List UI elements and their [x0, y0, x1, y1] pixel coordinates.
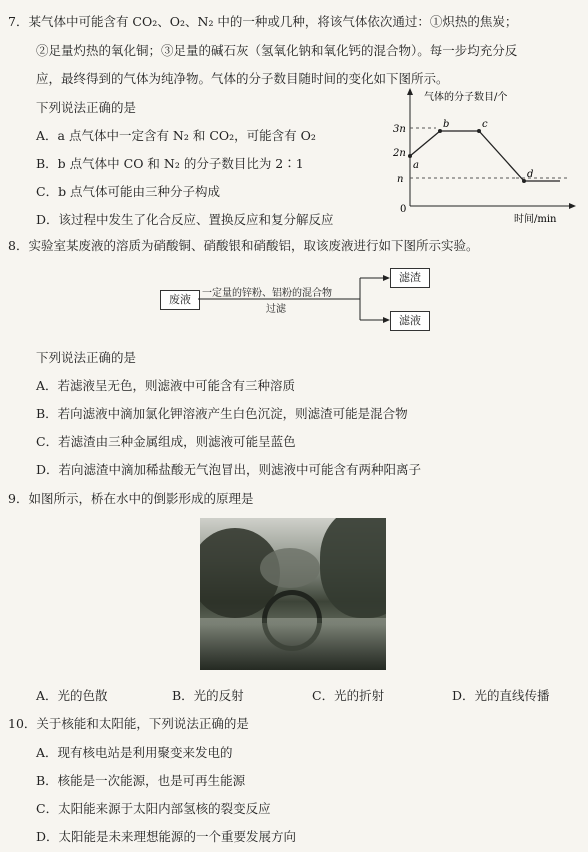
q10-option-c: C．太阳能来源于太阳内部氢核的裂变反应 [36, 801, 271, 816]
ytick-3n: 3n [393, 124, 406, 135]
q7-stem-line-1: 7．某气体中可能含有 CO₂、O₂、N₂ 中的一种或几种，将该气体依次通过：①炽热的焦炭； [8, 14, 518, 29]
arrow-right-icon [383, 317, 390, 323]
point-d [522, 179, 526, 183]
q7-stem-line-2: ②足量灼热的氧化铜；③足量的碱石灰（氢氧化钠和氧化钙的混合物）。每一步均充分反 [36, 43, 518, 58]
point-label-a: a [413, 160, 419, 171]
q8-option-d: D．若向滤渣中滴加稀盐酸无气泡冒出，则滤液中可能含有两种阳离子 [36, 462, 422, 477]
point-b [438, 129, 442, 133]
flow-residue-box: 滤渣 [390, 268, 430, 288]
flow-reagent-label: 一定量的锌粉、铝粉的混合物 [202, 288, 332, 299]
q7-option-c: C．b 点气体可能由三种分子构成 [36, 184, 221, 199]
q7-stem-line-3: 应，最终得到的气体为纯净物。气体的分子数目随时间的变化如下图所示。 [36, 71, 449, 86]
point-label-b: b [443, 119, 450, 130]
graph-ylabel: 气体的分子数目/个 [424, 92, 508, 103]
q9-stem: 9．如图所示，桥在水中的倒影形成的原理是 [8, 491, 254, 506]
q10-option-a: A．现有核电站是利用聚变来发电的 [36, 745, 233, 760]
q7-option-b: B．b 点气体中 CO 和 N₂ 的分子数目比为 2∶1 [36, 156, 304, 171]
q7-prompt: 下列说法正确的是 [36, 100, 137, 115]
q10-option-b: B．核能是一次能源，也是可再生能源 [36, 773, 246, 788]
flow-filter-label: 过滤 [266, 304, 286, 315]
arrow-right-icon [383, 275, 390, 281]
ytick-2n: 2n [393, 148, 406, 159]
point-label-c: c [482, 119, 488, 130]
q9-option-c: C．光的折射 [312, 688, 385, 703]
flow-arrows [198, 270, 398, 330]
bridge-reflection-photo [200, 518, 386, 670]
q7-graph [380, 86, 580, 226]
q8-option-b: B．若向滤液中滴加氯化钾溶液产生白色沉淀，则滤渣可能是混合物 [36, 406, 408, 421]
q10-stem: 10．关于核能和太阳能，下列说法正确的是 [8, 716, 249, 731]
q7-option-d: D．该过程中发生了化合反应、置换反应和复分解反应 [36, 212, 334, 227]
q8-prompt: 下列说法正确的是 [36, 350, 137, 365]
q8-stem: 8．实验室某废液的溶质为硝酸铜、硝酸银和硝酸铝，取该废液进行如下图所示实验。 [8, 238, 479, 253]
q9-option-b: B．光的反射 [172, 688, 244, 703]
q10-option-d: D．太阳能是未来理想能源的一个重要发展方向 [36, 829, 297, 844]
y-axis-arrow-icon [407, 88, 413, 95]
q9-option-a: A．光的色散 [36, 688, 108, 703]
ytick-n: n [397, 174, 404, 185]
graph-origin: 0 [400, 204, 407, 215]
point-c [477, 129, 481, 133]
point-label-d: d [527, 169, 534, 180]
x-axis-arrow-icon [569, 203, 576, 209]
flow-filtrate-box: 滤液 [390, 311, 430, 331]
point-a [408, 154, 412, 158]
q7-series-line [410, 131, 560, 181]
q7-option-a: A．a 点气体中一定含有 N₂ 和 CO₂，可能含有 O₂ [36, 128, 316, 143]
q9-option-d: D．光的直线传播 [452, 688, 550, 703]
q8-option-c: C．若滤渣由三种金属组成，则滤液可能呈蓝色 [36, 434, 296, 449]
flow-start-box: 废液 [160, 290, 200, 310]
graph-xlabel: 时间/min [514, 214, 557, 225]
q8-option-a: A．若滤液呈无色，则滤液中可能含有三种溶质 [36, 378, 296, 393]
